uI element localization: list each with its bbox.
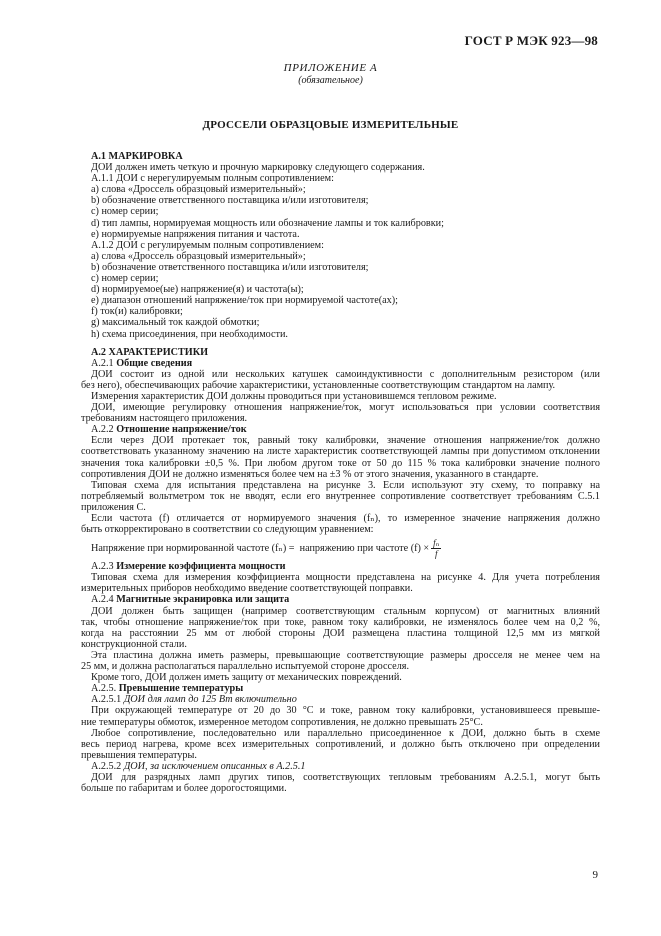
frequency-correction-formula (91, 535, 600, 561)
subsection-title: Отношение напряжение/ток (116, 424, 247, 436)
paragraph-line: требованиям настоящего приложения. (81, 413, 248, 425)
list-item: А.1.1 ДОИ с нерегулируемым полным сопротивлением: (91, 173, 334, 185)
list-item: a) слова «Дроссель образцовый измерительный»; (91, 184, 306, 196)
list-item: e) диапазон отношений напряжение/ток при нормируемой частоте(ах); (91, 295, 398, 307)
paragraph-line: измерительных приборов необходимо введение соответствующей поправки. (81, 583, 413, 595)
subsection-a252-heading (91, 761, 600, 772)
paragraph-line: При окружающей температуре от 20 до 30 °С и токе, равном току калибровки, установившееся превыше- (91, 705, 600, 717)
formula-left: Напряжение при нормированной частоте (fₙ) = (91, 542, 295, 554)
paragraph-line: ние температуры обмоток, измеренное методом сопротивления, не должно превышать 25°С. (81, 716, 483, 728)
subsection-title: ДОИ, за исключением описанных в А.2.5.1 (123, 760, 306, 772)
formula-fraction (431, 538, 441, 559)
paragraph-line: Эта пластина должна иметь размеры, превышающие соответствующие размеры дросселя не менее чем на (91, 649, 600, 661)
subsection-title: Превышение температуры (118, 683, 244, 695)
paragraph-line: конструкционной стали. (81, 638, 187, 650)
paragraph-line: значения тока калибровки ±0,5 %. При любом другом токе от 50 до 115 % тока калибровки значение полного (81, 457, 600, 469)
subsection-number: А.2.5.1 (91, 694, 122, 706)
list-item: d) нормируемое(ые) напряжение(я) и частота(ы); (91, 284, 304, 296)
paragraph-line: без него), обеспечивающих рабочие характеристики, установленные соответствующим стандартом на лампу. (81, 379, 556, 391)
paragraph-line: Кроме того, ДОИ должен иметь защиту от механических повреждений. (91, 672, 402, 684)
paragraph-line: Если частота (f) отличается от нормируемого значения (fₙ), то измеренное значение напряжения должно (91, 513, 600, 524)
paragraph-line: ДОИ, имеющие регулировку отношения напряжение/ток, могут использоваться при условии соответствия (91, 402, 600, 414)
paragraph-line: соответствовать указанному значению на листе характеристик соответствующей лампы при допустимом отклонении (81, 446, 600, 458)
paragraph-line: ДОИ состоит из одной или нескольких катушек самоиндуктивности с дополнительным резистором (или (91, 368, 600, 380)
paragraph-line: Типовая схема для испытания представлена на рисунке 3. Если используют эту схему, то поправку на (91, 479, 600, 491)
paragraph-line: 25 мм, и должна располагаться параллельно испытуемой стороне дросселя. (81, 661, 410, 673)
appendix-status: (обязательное) (298, 75, 363, 86)
paragraph-line: приложения С. (81, 501, 146, 513)
paragraph-line: когда на расстоянии 25 мм от любой стороны ДОИ размещена пластина толщиной 12,5 мм из мягкой (81, 627, 600, 639)
fraction-numerator: fₙ (433, 537, 440, 548)
subsection-title: Общие сведения (116, 357, 193, 369)
paragraph-line: ДОИ для разрядных ламп других типов, соответствующих тепловым требованиям А.2.5.1, могут быть (91, 771, 600, 783)
section-a1-content (91, 162, 600, 340)
section-a1-heading: А.1 МАРКИРОВКА (91, 151, 183, 162)
list-item: b) обозначение ответственного поставщика и/или изготовителя; (91, 261, 369, 273)
list-item: ДОИ должен иметь четкую и прочную маркировку следующего содержания. (91, 162, 425, 174)
paragraph-line: так, чтобы отношение напряжение/ток при токе, равном току калибровки, не изменялось более чем на 0,2 %, (81, 616, 600, 628)
paragraph-line: превышения температуры. (81, 749, 197, 761)
document-title: ДРОССЕЛИ ОБРАЗЦОВЫЕ ИЗМЕРИТЕЛЬНЫЕ (202, 119, 459, 131)
list-item: d) тип лампы, нормируемая мощность или обозначение лампы и ток калибровки; (91, 217, 444, 229)
paragraph-line: Типовая схема для измерения коэффициента мощности представлена на рисунке 4. Для учета потребления (91, 572, 600, 584)
paragraph-line: Измерения характеристик ДОИ должны проводиться при установившемся тепловом режиме. (91, 390, 497, 402)
subsection-title: Измерение коэффициента мощности (116, 561, 286, 573)
subsection-number: А.2.1 (91, 357, 114, 369)
list-item: b) обозначение ответственного поставщика и/или изготовителя; (91, 195, 369, 207)
subsection-a21-heading (91, 358, 600, 369)
standard-header: ГОСТ Р МЭК 923—98 (464, 33, 598, 48)
fraction-denominator: f (434, 548, 438, 559)
list-item: a) слова «Дроссель образцовый измерительный»; (91, 250, 306, 262)
list-item: f) ток(и) калибровки; (91, 306, 183, 318)
list-item: А.1.2 ДОИ с регулируемым полным сопротивлением: (91, 239, 324, 251)
page-number: 9 (592, 869, 598, 881)
list-item: h) схема присоединения, при необходимости. (91, 328, 288, 340)
subsection-a251-heading (91, 694, 600, 705)
paragraph-line: Любое сопротивление, последовательно или параллельно присоединенное к ДОИ, должно быть в схеме (91, 727, 600, 739)
subsection-number: А.2.5.2 (91, 760, 122, 772)
list-item: c) номер серии; (91, 206, 159, 218)
paragraph-line: быть откорректировано в соответствии со следующим уравнением: (81, 524, 374, 536)
subsection-title: Магнитные экранировка или защита (116, 594, 290, 606)
paragraph-line: ДОИ должен быть защищен (например соответствующим стальным корпусом) от магнитных влияний (91, 605, 600, 617)
paragraph-line: сопротивления ДОИ не должно изменяться более чем на ±3 % от этого значения, указанного в стандарте. (81, 468, 539, 480)
list-item: g) максимальный ток каждой обмотки; (91, 317, 260, 329)
appendix-label: ПРИЛОЖЕНИЕ А (283, 62, 378, 74)
paragraph-line: потребляемый вольтметром ток не вводят, если его внутреннее сопротивление соответствует требованиям С.5.1 (81, 490, 600, 502)
paragraph-line: Если через ДОИ протекает ток, равный току калибровки, значение отношения напряжение/ток должно (91, 435, 600, 447)
list-item: e) нормируемые напряжения питания и частота. (91, 228, 300, 240)
formula-right: напряжению при частоте (f) × (299, 542, 430, 554)
subsection-a22-heading (91, 424, 600, 435)
document-body (81, 151, 600, 795)
subsection-a25-heading (91, 683, 600, 694)
section-a2-heading: А.2 ХАРАКТЕРИСТИКИ (91, 346, 209, 358)
subsection-a24-heading (91, 594, 600, 605)
paragraph-line: больше по габаритам и более дорогостоящими. (81, 783, 287, 795)
subsection-number: А.2.4 (91, 594, 114, 606)
subsection-number: А.2.3 (91, 561, 114, 573)
subsection-title: ДОИ для ламп до 125 Вт включительно (123, 694, 297, 706)
paragraph-line: весь период нагрева, кроме всех измерительных сопротивлений, и должно быть отключено при определении (81, 738, 600, 750)
list-item: c) номер серии; (91, 273, 159, 285)
subsection-number: А.2.5. (91, 683, 117, 695)
subsection-a23-heading (91, 561, 600, 572)
subsection-number: А.2.2 (91, 424, 114, 436)
